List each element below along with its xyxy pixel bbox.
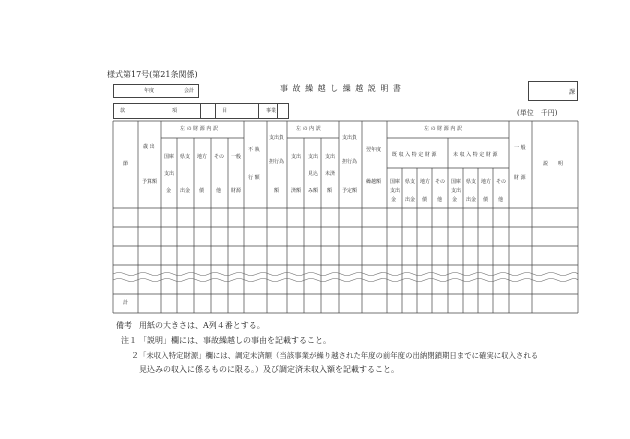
col-fin-source-2: 左 の 財 源 内 訳 xyxy=(424,126,462,132)
col-fin-source-1: 左 の 財 源 内 訳 xyxy=(180,126,218,132)
fs1-2-b: 債 xyxy=(199,188,205,194)
account-label: 会計 xyxy=(184,88,195,94)
fs2b-0-a: 国庫 xyxy=(451,179,462,185)
fs2b-0-c: 金 xyxy=(452,197,458,203)
note1-text: 「説明」欄には、事故繰越しの事由を記載すること。 xyxy=(139,336,331,345)
fs1-2-a: 地方 xyxy=(197,154,208,160)
fs2-3-a: その xyxy=(435,179,446,185)
col-prospect-1: 支出 xyxy=(308,154,319,160)
fs2-1-a: 県支 xyxy=(405,179,416,185)
fs2b-3-a: その xyxy=(496,179,507,185)
col-breakdown: 左 の 内 訳 xyxy=(296,126,321,132)
fs1-0-a: 国庫 xyxy=(164,154,175,160)
fs2b-3-b: 他 xyxy=(498,197,504,203)
col-general-1: 一 般 xyxy=(514,145,526,151)
fs2-1-b: 出金 xyxy=(405,197,416,203)
col-carryover-1: 翌年度 xyxy=(366,147,382,153)
form-number: 様式第17号(第21条関係) xyxy=(107,70,198,79)
col-expended-2: 担行為 xyxy=(269,159,285,165)
fs2b-1-b: 出金 xyxy=(466,197,477,203)
fs1-1-a: 県支 xyxy=(180,154,191,160)
col-no: 節 xyxy=(123,161,129,167)
fs1-0-b: 支出 xyxy=(164,171,175,177)
year-label: 年度 xyxy=(144,88,155,94)
col-reason: 説 明 xyxy=(543,161,564,167)
fs2b-1-a: 県支 xyxy=(466,179,477,185)
col-received: 既 収 入 特 定 財 源 xyxy=(392,152,437,158)
col-prospect-2: 見込 xyxy=(308,171,319,177)
moku-label: 目 xyxy=(222,108,228,114)
fs2-3-b: 他 xyxy=(437,197,443,203)
col-expended-3: 額 xyxy=(274,188,280,194)
note2-text-line1: 「未収入特定財源」欄には、調定未済額（当該事業が繰り越された年度の前年度の出納閉鎖期日までに確実に収入される xyxy=(139,351,539,360)
col-paid-2: 済額 xyxy=(291,188,302,194)
col-unpaid-2: 未済 xyxy=(325,171,336,177)
remark-label: 備考 xyxy=(116,321,132,330)
kan-label: 款 xyxy=(120,108,126,114)
fs2-2-a: 地方 xyxy=(420,179,431,185)
kou-label: 項 xyxy=(172,108,178,114)
col-general-2: 財 源 xyxy=(514,175,526,181)
unit-label: (単位 千円) xyxy=(517,109,558,117)
col-uncommitted-1: 支出負 xyxy=(342,135,358,141)
col-unpaid-1: 支出 xyxy=(325,154,336,160)
fs2b-2-a: 地方 xyxy=(481,179,492,185)
remark-text: 用紙の大きさは、A列４番とする。 xyxy=(139,321,265,330)
jigyo-label: 事業 xyxy=(266,108,277,114)
fs1-3-b: 他 xyxy=(216,188,222,194)
note1-label: 注１ xyxy=(121,336,137,345)
fs1-3-a: その xyxy=(214,154,225,160)
note2-label: ２ xyxy=(131,351,139,360)
fs1-4-b: 財源 xyxy=(231,188,242,194)
col-budget-1: 歳 出 xyxy=(143,144,155,150)
fs2b-2-b: 債 xyxy=(483,197,489,203)
fs1-1-b: 出金 xyxy=(180,188,191,194)
col-carryover-2: 繰越額 xyxy=(366,179,382,185)
fs2b-0-b: 支出 xyxy=(451,188,462,194)
fs2-2-b: 債 xyxy=(422,197,428,203)
office-stamp-label: 課 xyxy=(569,89,576,96)
col-unpaid-3: 額 xyxy=(327,188,333,194)
col-non-exec-2: 行 額 xyxy=(248,175,260,181)
col-expended-1: 支出負 xyxy=(269,135,285,141)
col-uncommitted-3: 予定額 xyxy=(342,188,358,194)
col-uncommitted-2: 担行為 xyxy=(342,159,358,165)
col-budget-2: 予算額 xyxy=(142,179,158,185)
total-label: 計 xyxy=(123,300,129,306)
form-title: 事 故 繰 越 し 繰 越 説 明 書 xyxy=(280,84,402,93)
fs2-0-a: 国庫 xyxy=(390,179,401,185)
fs2-0-c: 金 xyxy=(391,197,397,203)
col-paid-1: 支出 xyxy=(291,154,302,160)
col-non-exec-1: 不 執 xyxy=(248,147,260,153)
col-not-received: 未 収 入 特 定 財 源 xyxy=(453,152,498,158)
fs2-0-b: 支出 xyxy=(390,188,401,194)
fs1-4-a: 一般 xyxy=(231,154,242,160)
fs1-0-c: 金 xyxy=(166,188,172,194)
col-prospect-3: み額 xyxy=(308,188,319,194)
note2-text-line2: 見込みの収入に係るものに限る。）及び調定済未収入額を記載すること。 xyxy=(139,365,399,374)
